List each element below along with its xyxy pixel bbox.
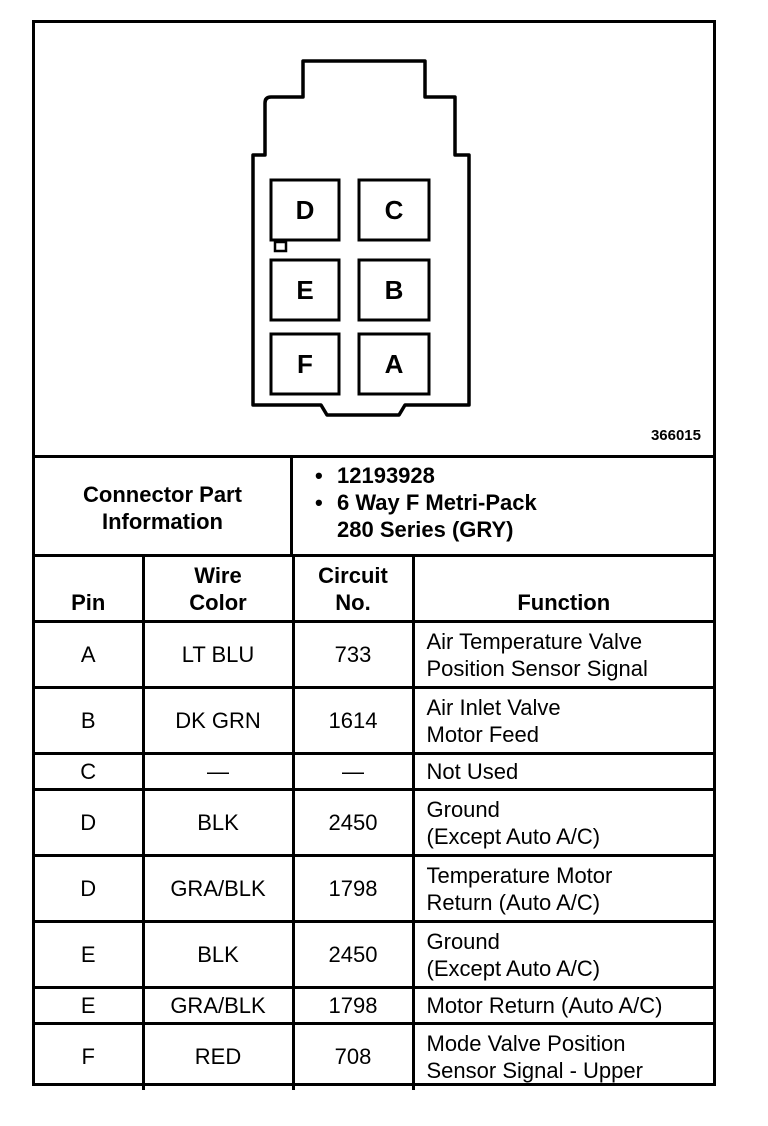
function-cell: Air Inlet Valve Motor Feed	[413, 688, 713, 754]
cavity-label-d: D	[295, 195, 315, 225]
part-number: • 12193928	[337, 462, 713, 489]
cavity-label-e: E	[296, 275, 314, 305]
cavity-label-c: C	[384, 195, 404, 225]
function-cell: Not Used	[413, 754, 713, 790]
part-info-list	[293, 458, 713, 557]
connector-face-drawing	[35, 23, 713, 455]
function-cell: Temperature Motor Return (Auto A/C)	[413, 856, 713, 922]
pin-out-table	[35, 554, 713, 1090]
table-row	[35, 856, 713, 922]
connector-description: • 6 Way F Metri-Pack 280 Series (GRY)	[337, 489, 713, 543]
connector-diagram	[35, 23, 713, 455]
pin-cell: D	[35, 790, 143, 856]
table-row	[35, 622, 713, 688]
circuit-cell: 1614	[293, 688, 413, 754]
wire-color-cell: BLK	[143, 790, 293, 856]
header-pin: Pin	[35, 556, 143, 622]
wire-color-cell: DK GRN	[143, 688, 293, 754]
pin-cell: D	[35, 856, 143, 922]
function-cell: Mode Valve Position Sensor Signal - Upper	[413, 1024, 713, 1090]
wire-color-cell: —	[143, 754, 293, 790]
wire-color-cell: GRA/BLK	[143, 988, 293, 1024]
part-info-label: Connector Part Information	[35, 458, 293, 557]
pin-cell: E	[35, 922, 143, 988]
table-header-row	[35, 556, 713, 622]
circuit-cell: —	[293, 754, 413, 790]
header-wire-color: Wire Color	[143, 556, 293, 622]
circuit-cell: 1798	[293, 856, 413, 922]
cavity-label-b: B	[384, 275, 404, 305]
function-cell: Motor Return (Auto A/C)	[413, 988, 713, 1024]
wire-color-cell: GRA/BLK	[143, 856, 293, 922]
wire-color-cell: RED	[143, 1024, 293, 1090]
header-function: Function	[413, 556, 713, 622]
wire-color-cell: BLK	[143, 922, 293, 988]
pin-cell: C	[35, 754, 143, 790]
wire-color-cell: LT BLU	[143, 622, 293, 688]
table-row	[35, 922, 713, 988]
function-cell: Air Temperature Valve Position Sensor Signal	[413, 622, 713, 688]
connector-part-info	[35, 455, 713, 557]
cavity-label-f: F	[297, 349, 313, 379]
circuit-cell: 2450	[293, 922, 413, 988]
circuit-cell: 733	[293, 622, 413, 688]
pin-cell: A	[35, 622, 143, 688]
connector-sheet	[32, 20, 716, 1086]
cavity-label-a: A	[384, 349, 404, 379]
circuit-cell: 1798	[293, 988, 413, 1024]
pin-one-marker	[275, 242, 286, 251]
pin-cell: F	[35, 1024, 143, 1090]
pin-cell: E	[35, 988, 143, 1024]
table-row	[35, 790, 713, 856]
function-cell: Ground (Except Auto A/C)	[413, 922, 713, 988]
pin-cell: B	[35, 688, 143, 754]
circuit-cell: 708	[293, 1024, 413, 1090]
figure-number: 366015	[650, 427, 701, 444]
table-row	[35, 688, 713, 754]
table-row	[35, 754, 713, 790]
table-row	[35, 988, 713, 1024]
function-cell: Ground (Except Auto A/C)	[413, 790, 713, 856]
connector-housing-outline	[253, 61, 469, 415]
header-circuit-no: Circuit No.	[293, 556, 413, 622]
table-row	[35, 1024, 713, 1090]
circuit-cell: 2450	[293, 790, 413, 856]
